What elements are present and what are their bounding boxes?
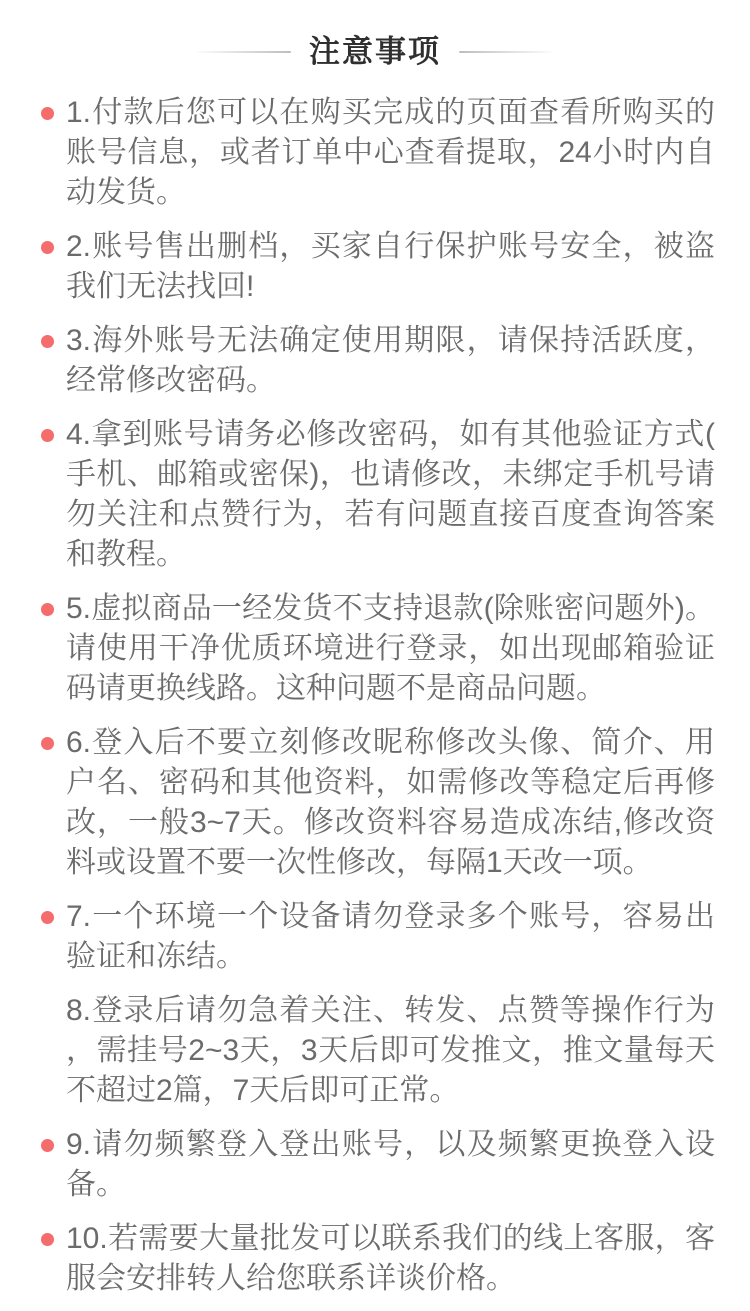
notice-item-text: 9.请勿频繁登入登出账号，以及频繁更换登入设备。 xyxy=(66,1128,715,1201)
title-divider-left xyxy=(197,51,291,53)
bullet-icon xyxy=(41,335,54,348)
bullet-icon xyxy=(41,911,54,924)
notice-item xyxy=(38,227,715,307)
bullet-icon xyxy=(41,1233,54,1246)
bullet-icon xyxy=(41,737,54,750)
notice-item-text: 5.虚拟商品一经发货不支持退款(除账密问题外)。请使用干净优质环境进行登录，如出现邮箱验证码请更换线路。这种问题不是商品问题。 xyxy=(66,592,715,705)
notice-item xyxy=(38,897,715,977)
bullet-icon xyxy=(41,429,54,442)
notice-item xyxy=(38,321,715,401)
notice-item-text: 3.海外账号无法确定使用期限，请保持活跃度，经常修改密码。 xyxy=(66,324,715,397)
bullet-icon xyxy=(41,1139,54,1152)
bullet-icon xyxy=(41,241,54,254)
notice-item xyxy=(38,991,715,1111)
notice-item xyxy=(38,415,715,575)
notice-item-text: 6.登入后不要立刻修改昵称修改头像、简介、用户名、密码和其他资料，如需修改等稳定后再修改，一般3~7天。修改资料容易造成冻结,修改资料或设置不要一次性修改，每隔1天改一项。 xyxy=(66,726,715,879)
notice-item-text: 8.登录后请勿急着关注、转发、点赞等操作行为，需挂号2~3天，3天后即可发推文，推文量每天不超过2篇，7天后即可正常。 xyxy=(66,994,715,1107)
notice-header xyxy=(0,0,750,74)
notice-list xyxy=(0,74,750,1311)
bullet-icon xyxy=(41,603,54,616)
notice-item xyxy=(38,1125,715,1205)
notice-item-text: 4.拿到账号请务必修改密码，如有其他验证方式(手机、邮箱或密保)，也请修改，未绑定手机号请勿关注和点赞行为，若有问题直接百度查询答案和教程。 xyxy=(66,418,715,571)
notice-item-text: 2.账号售出删档，买家自行保护账号安全，被盗我们无法找回! xyxy=(66,230,715,303)
notice-item-text: 10.若需要大量批发可以联系我们的线上客服，客服会安排转人给您联系详谈价格。 xyxy=(66,1222,715,1295)
notice-item-text: 7.一个环境一个设备请勿登录多个账号，容易出验证和冻结。 xyxy=(66,900,715,973)
notice-item xyxy=(38,589,715,709)
notice-item xyxy=(38,723,715,883)
notice-item xyxy=(38,93,715,213)
bullet-icon xyxy=(41,107,54,120)
page-title: 注意事项 xyxy=(309,34,441,69)
notice-item-text: 1.付款后您可以在购买完成的页面查看所购买的账号信息，或者订单中心查看提取，24小时内自动发货。 xyxy=(66,96,715,209)
title-divider-right xyxy=(459,51,553,53)
notice-item xyxy=(38,1219,715,1299)
